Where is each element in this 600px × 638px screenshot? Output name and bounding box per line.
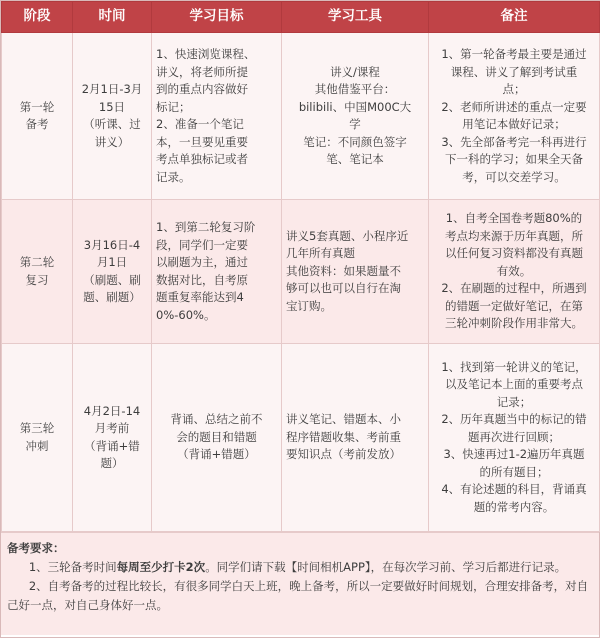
notes-line-2: 2、自考备考的过程比较长，有很多同学白天上班，晚上备考，所以一定要做好时间规划，合理安排备考，对自己好一点，对自己身体好一点。 (7, 579, 589, 612)
header-tools: 学习工具 (282, 2, 429, 33)
notes-line-1-text: 1、三轮备考时间 (28, 560, 117, 574)
remark-cell: 1、自考全国卷考题80%的 考点均来源于历年真题，所 以任何复习资料都没有真题 有效。 2、在刷题的过程中，所遇到 的错题一定做好笔记，在第 三轮冲刺阶段作用非常大。 (441, 211, 587, 331)
requirements-notes (1, 532, 599, 635)
time-cell: 3月16日-4 月1日 （刷题、刷 题、刷题） (83, 237, 141, 304)
stage-cell: 第一轮 备考 (19, 99, 55, 131)
goal-cell: 背诵、总结之前不 会的题目和错题 （背诵+错题） (170, 412, 263, 462)
table-row (2, 200, 600, 344)
notes-title: 备考要求： (7, 541, 65, 555)
tools-cell: 讲义笔记、错题本、小 程序错题收集、考前重 要知识点（考前发放） (286, 412, 401, 462)
header-goal: 学习目标 (152, 2, 282, 33)
time-cell: 4月2日-14 月考前 （背诵+错 题） (83, 403, 141, 470)
table-row (2, 33, 600, 200)
goal-cell: 1、快速浏览课程、 讲义，将老师所提 到的重点内容做好 标记； 2、准备一个笔记 本，一旦要见重要 考点单独标记或者 记录。 (156, 47, 256, 184)
study-plan-table (1, 1, 600, 532)
remark-cell: 1、找到第一轮讲义的笔记， 以及笔记本上面的重要考点 记录； 2、历年真题当中的标记的错 题再次进行回顾； 3、快速再过1-2遍历年真题 的所有题目； 4、有论述题的科目，背诵真 题的常考内容。 (441, 359, 587, 514)
time-cell: 2月1日-3月 15日 （听课、过 讲义） (81, 82, 143, 149)
tools-cell: 讲义/课程 其他借鉴平台： bilibili、中国M00C大 学 笔记：不同颜色签字 笔、笔记本 (298, 64, 412, 166)
goal-cell: 1、到第二轮复习阶 段，同学们一定要 以刷题为主，通过 数据对比，自考原 题重复率能达到4 0%-60%。 (156, 220, 256, 322)
table-row (2, 344, 600, 532)
remark-cell: 1、第一轮备考最主要是通过 课程、讲义了解到考试重 点； 2、老师所讲述的重点一定要 用笔记本做好记录； 3、先全部备考完一科再进行 下一科的学习；如果全天备 考，可以交差学习。 (441, 47, 587, 184)
header-stage: 阶段 (2, 2, 73, 33)
stage-cell: 第二轮 复习 (19, 255, 55, 287)
notes-line-1-rest: 。同学们请下载【时间相机APP】，在每次学习前、学习后都进行记录。 (205, 560, 567, 574)
header-time: 时间 (73, 2, 152, 33)
table-header-row (2, 2, 600, 33)
tools-cell: 讲义5套真题、小程序近 几年所有真题 其他资料：如果题量不 够可以也可以自行在淘 宝订购。 (286, 228, 409, 313)
notes-line-1 (7, 558, 591, 577)
header-remark: 备注 (429, 2, 600, 33)
stage-cell: 第三轮 冲刺 (19, 421, 55, 453)
notes-line-1-emphasis: 每周至少打卡2次 (116, 560, 206, 574)
